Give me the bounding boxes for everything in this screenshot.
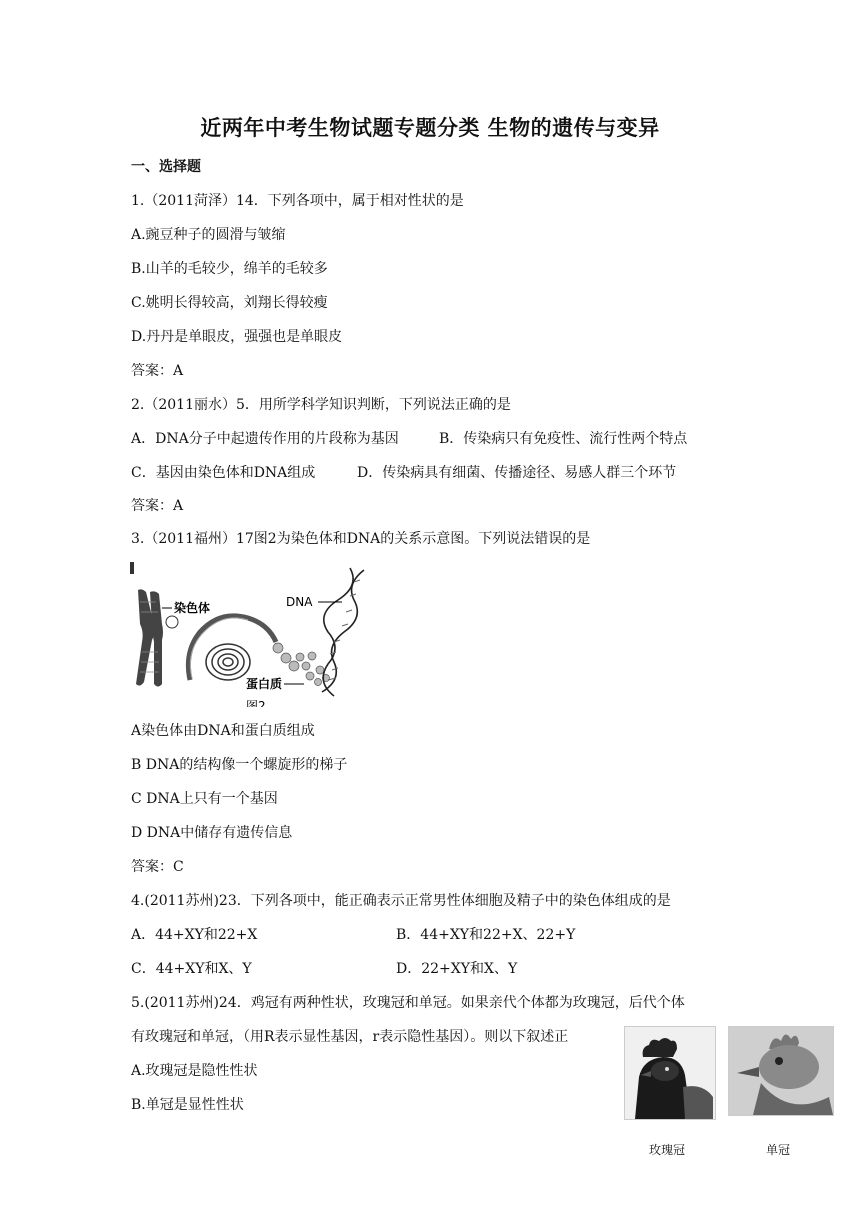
q1-answer: 答案：A bbox=[131, 363, 184, 379]
q2-option-a: A．DNA分子中起遗传作用的片段称为基因 bbox=[131, 431, 399, 447]
q1-stem: 1.（2011菏泽）14．下列各项中，属于相对性状的是 bbox=[131, 193, 464, 209]
q5-stem-line1: 5.(2011苏州)24．鸡冠有两种性状，玫瑰冠和单冠。如果亲代个体都为玫瑰冠，后代个体 bbox=[131, 995, 685, 1011]
q2-stem: 2.（2011丽水）5．用所学科学知识判断，下列说法正确的是 bbox=[131, 397, 511, 413]
q2-option-c: C．基因由染色体和DNA组成 bbox=[131, 465, 316, 481]
figure-caption: 图2 bbox=[246, 699, 266, 707]
q3-option-a: A染色体由DNA和蛋白质组成 bbox=[131, 723, 315, 739]
single-comb-rooster-photo bbox=[728, 1026, 834, 1116]
q1-option-d: D.丹丹是单眼皮，强强也是单眼皮 bbox=[131, 329, 343, 345]
label-protein: 蛋白质 bbox=[246, 677, 283, 691]
q2-answer: 答案：A bbox=[131, 498, 184, 514]
section-heading: 一、选择题 bbox=[131, 159, 201, 175]
q3-stem: 3.（2011福州）17图2为染色体和DNA的关系示意图。下列说法错误的是 bbox=[131, 531, 591, 547]
label-chromosome: 染色体 bbox=[174, 601, 211, 615]
rose-comb-rooster-photo bbox=[624, 1026, 716, 1120]
q1-option-b: B.山羊的毛较少，绵羊的毛较多 bbox=[131, 261, 328, 277]
q2-option-b: B．传染病只有免疫性、流行性两个特点 bbox=[439, 431, 688, 447]
q3-option-b: B DNA的结构像一个螺旋形的梯子 bbox=[131, 757, 348, 773]
q1-option-a: A.豌豆种子的圆滑与皱缩 bbox=[131, 227, 286, 243]
q4-stem: 4.(2011苏州)23．下列各项中，能正确表示正常男性体细胞及精子中的染色体组成的是 bbox=[131, 893, 671, 909]
label-dna: DNA bbox=[286, 595, 313, 609]
q4-option-d: D．22+XY和X、Y bbox=[396, 961, 518, 977]
q3-option-c: C DNA上只有一个基因 bbox=[131, 791, 278, 807]
chromosome-dna-figure bbox=[128, 562, 388, 711]
q4-options-row1 bbox=[131, 926, 576, 944]
q5-option-a: A.玫瑰冠是隐性性状 bbox=[131, 1063, 258, 1079]
q1-option-c: C.姚明长得较高，刘翔长得较瘦 bbox=[131, 295, 328, 311]
q4-option-c: C．44+XY和X、Y bbox=[131, 961, 252, 977]
q4-options-row2 bbox=[131, 960, 518, 978]
q3-answer: 答案：C bbox=[131, 859, 184, 875]
q3-option-d: D DNA中储存有遗传信息 bbox=[131, 825, 293, 841]
q5-stem-line2: 有玫瑰冠和单冠，（用R表示显性基因，r表示隐性基因）。则以下叙述正 bbox=[131, 1029, 569, 1045]
q2-options-row1 bbox=[131, 430, 688, 448]
caption-single-comb: 单冠 bbox=[766, 1143, 791, 1157]
q5-option-b: B.单冠是显性性状 bbox=[131, 1097, 244, 1113]
q4-option-a: A．44+XY和22+X bbox=[131, 927, 258, 943]
caption-rose-comb: 玫瑰冠 bbox=[649, 1143, 686, 1157]
page-title: 近两年中考生物试题专题分类 生物的遗传与变异 bbox=[200, 116, 660, 140]
q4-option-b: B．44+XY和22+X、22+Y bbox=[396, 927, 576, 943]
q2-options-row2 bbox=[131, 464, 677, 482]
q2-option-d: D．传染病具有细菌、传播途径、易感人群三个环节 bbox=[357, 465, 677, 481]
